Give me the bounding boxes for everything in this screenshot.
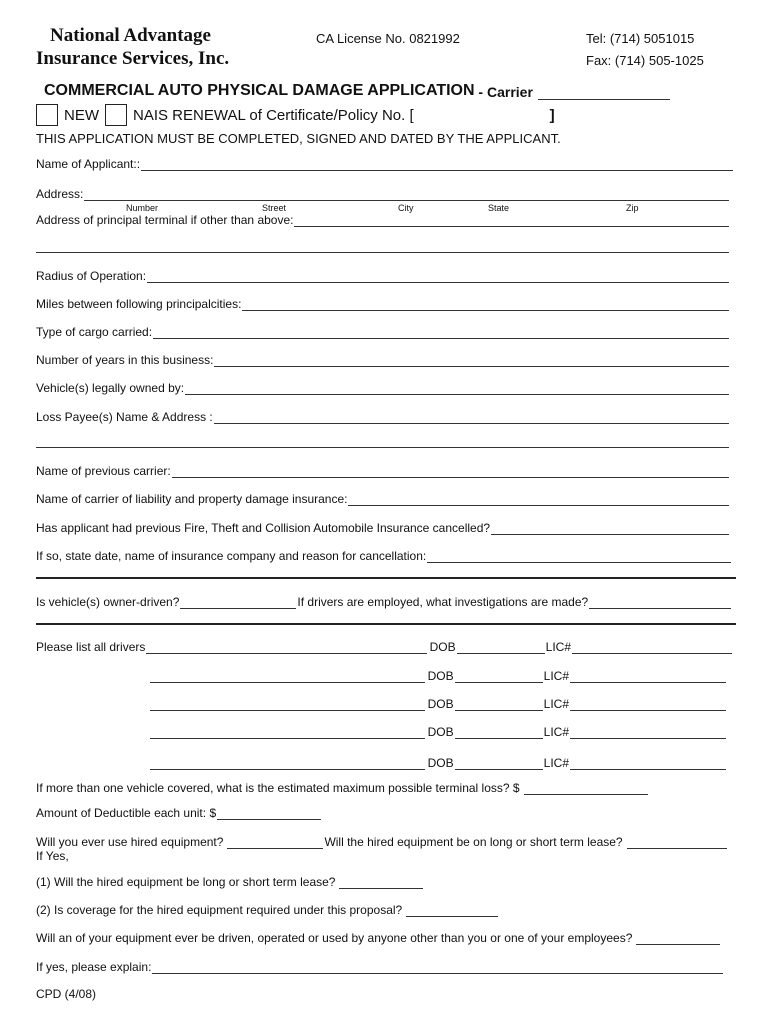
applicant-name-field[interactable]: [141, 159, 733, 171]
address-state-caption: State: [488, 203, 510, 213]
address-number-caption: Number: [126, 203, 159, 213]
fax: Fax: (714) 505-1025: [586, 53, 704, 68]
radius-label: Radius of Operation:: [36, 269, 147, 283]
driver-3-lic-field[interactable]: [570, 699, 726, 711]
applicant-name-label: Name of Applicant::: [36, 157, 141, 171]
driver-1-lic-field[interactable]: [572, 642, 732, 654]
driver-row-3: [150, 697, 727, 711]
owned-by-field[interactable]: [185, 383, 729, 395]
applicant-name-row: [36, 157, 733, 171]
section-divider-2: [36, 623, 736, 625]
driver-5-dob-label: DOB: [427, 756, 454, 770]
q1-label: (1) Will the hired equipment be long or short term lease?: [36, 875, 336, 889]
owner-driven-field[interactable]: [180, 597, 296, 609]
cancel-details-row: [36, 549, 731, 563]
driver-2-lic-label: LIC#: [543, 669, 569, 683]
driver-2-dob-field[interactable]: [455, 671, 543, 683]
driver-4-name-field[interactable]: [150, 727, 425, 739]
driver-4-lic-field[interactable]: [570, 727, 726, 739]
driver-1-dob-field[interactable]: [457, 642, 545, 654]
explain-row: [36, 960, 723, 974]
new-checkbox[interactable]: [36, 104, 58, 126]
previous-carrier-label: Name of previous carrier:: [36, 464, 171, 478]
lease-question-field[interactable]: [627, 837, 727, 849]
others-drive-row: [36, 931, 721, 945]
years-label: Number of years in this business:: [36, 353, 214, 367]
q2-row: [36, 903, 499, 917]
new-label: NEW: [64, 106, 99, 124]
cancelled-row: [36, 521, 729, 535]
principal-terminal-row: [36, 213, 729, 227]
deductible-label: Amount of Deductible each unit: $: [36, 806, 217, 820]
driver-5-lic-label: LIC#: [543, 756, 569, 770]
cancelled-label: Has applicant had previous Fire, Theft and Collision Automobile Insurance cancelled?: [36, 521, 491, 535]
radius-field[interactable]: [147, 271, 729, 283]
investigations-field[interactable]: [589, 597, 731, 609]
address-field[interactable]: [84, 189, 729, 201]
cargo-field[interactable]: [153, 327, 729, 339]
carrier-field[interactable]: [538, 87, 670, 100]
q1-row: [36, 875, 424, 889]
driver-row-5: [150, 756, 727, 770]
completion-notice: THIS APPLICATION MUST BE COMPLETED, SIGNED AND DATED BY THE APPLICANT.: [36, 131, 561, 146]
terminal-loss-field[interactable]: [524, 783, 648, 795]
hired-equipment-row: [36, 835, 727, 849]
years-row: [36, 353, 729, 367]
license-number: CA License No. 0821992: [316, 31, 460, 46]
investigations-label: If drivers are employed, what investigations are made?: [297, 595, 589, 609]
company-name-line1: National Advantage: [50, 25, 211, 46]
q2-label: (2) Is coverage for the hired equipment required under this proposal?: [36, 903, 403, 917]
renewal-bracket-close: ]: [549, 106, 555, 124]
company-name-line2: Insurance Services, Inc.: [36, 48, 230, 69]
cargo-label: Type of cargo carried:: [36, 325, 153, 339]
driver-1-lic-label: LIC#: [545, 640, 571, 654]
carrier-label: - Carrier: [474, 84, 537, 100]
previous-carrier-field[interactable]: [172, 466, 729, 478]
deductible-field[interactable]: [217, 808, 321, 820]
address-city-caption: City: [398, 203, 414, 213]
form-title: [44, 82, 671, 100]
previous-carrier-row: [36, 464, 729, 478]
driver-3-dob-label: DOB: [427, 697, 454, 711]
liability-carrier-label: Name of carrier of liability and property damage insurance:: [36, 492, 348, 506]
owned-by-label: Vehicle(s) legally owned by:: [36, 381, 185, 395]
hired-equipment-field[interactable]: [227, 837, 323, 849]
driver-3-name-field[interactable]: [150, 699, 425, 711]
renewal-label: NAIS RENEWAL of Certificate/Policy No. [: [133, 106, 414, 124]
q2-field[interactable]: [406, 905, 498, 917]
driver-3-lic-label: LIC#: [543, 697, 569, 711]
driver-4-lic-label: LIC#: [543, 725, 569, 739]
driver-2-dob-label: DOB: [427, 669, 454, 683]
new-renewal-row: [36, 104, 555, 126]
renewal-checkbox[interactable]: [105, 104, 127, 126]
years-field[interactable]: [214, 355, 729, 367]
telephone: Tel: (714) 5051015: [586, 31, 695, 46]
address-row: [36, 187, 729, 201]
driver-row-1: [36, 640, 733, 654]
q1-field[interactable]: [339, 877, 423, 889]
driver-5-dob-field[interactable]: [455, 758, 543, 770]
terminal-loss-row: [36, 781, 649, 795]
address-zip-caption: Zip: [626, 203, 639, 213]
driver-1-dob-label: DOB: [429, 640, 456, 654]
cancel-details-field[interactable]: [427, 551, 731, 563]
cargo-row: [36, 325, 729, 339]
others-drive-field[interactable]: [636, 933, 720, 945]
loss-payee-field[interactable]: [214, 412, 729, 424]
drivers-label: Please list all drivers: [36, 640, 146, 654]
owner-driven-row: [36, 595, 731, 609]
cancelled-field[interactable]: [491, 523, 729, 535]
liability-carrier-field[interactable]: [348, 494, 729, 506]
explain-label: If yes, please explain:: [36, 960, 152, 974]
driver-1-name-field[interactable]: [146, 642, 426, 654]
miles-row: [36, 297, 729, 311]
liability-carrier-row: [36, 492, 729, 506]
miles-field[interactable]: [242, 299, 729, 311]
driver-2-name-field[interactable]: [150, 671, 425, 683]
driver-2-lic-field[interactable]: [570, 671, 726, 683]
principal-terminal-field-2[interactable]: [36, 252, 729, 253]
address-street-caption: Street: [262, 203, 287, 213]
cancel-details-label: If so, state date, name of insurance company and reason for cancellation:: [36, 549, 427, 563]
owned-by-row: [36, 381, 729, 395]
explain-field[interactable]: [152, 962, 723, 974]
loss-payee-row: [36, 410, 729, 424]
form-title-main: COMMERCIAL AUTO PHYSICAL DAMAGE APPLICATION: [44, 82, 475, 99]
driver-row-2: [150, 669, 727, 683]
loss-payee-label: Loss Payee(s) Name & Address :: [36, 410, 213, 424]
deductible-row: [36, 806, 322, 820]
radius-row: [36, 269, 729, 283]
principal-terminal-label: Address of principal terminal if other than above:: [36, 213, 294, 227]
hired-equipment-label: Will you ever use hired equipment?: [36, 835, 224, 849]
driver-5-lic-field[interactable]: [570, 758, 726, 770]
driver-4-dob-label: DOB: [427, 725, 454, 739]
others-drive-label: Will an of your equipment ever be driven, operated or used by anyone other than you or one of your employees?: [36, 931, 633, 945]
owner-driven-label: Is vehicle(s) owner-driven?: [36, 595, 180, 609]
principal-terminal-field[interactable]: [294, 215, 729, 227]
miles-label: Miles between following principalcities:: [36, 297, 242, 311]
form-code: CPD (4/08): [36, 987, 97, 1001]
address-label: Address:: [36, 187, 84, 201]
loss-payee-field-2[interactable]: [36, 447, 729, 448]
driver-4-dob-field[interactable]: [455, 727, 543, 739]
section-divider-1: [36, 577, 736, 579]
lease-question-label: Will the hired equipment be on long or short term lease?: [324, 835, 623, 849]
driver-3-dob-field[interactable]: [455, 699, 543, 711]
driver-5-name-field[interactable]: [150, 758, 425, 770]
if-yes-label: If Yes,: [36, 849, 69, 863]
terminal-loss-label: If more than one vehicle covered, what is the estimated maximum possible terminal loss? $: [36, 781, 520, 795]
driver-row-4: [150, 725, 727, 739]
